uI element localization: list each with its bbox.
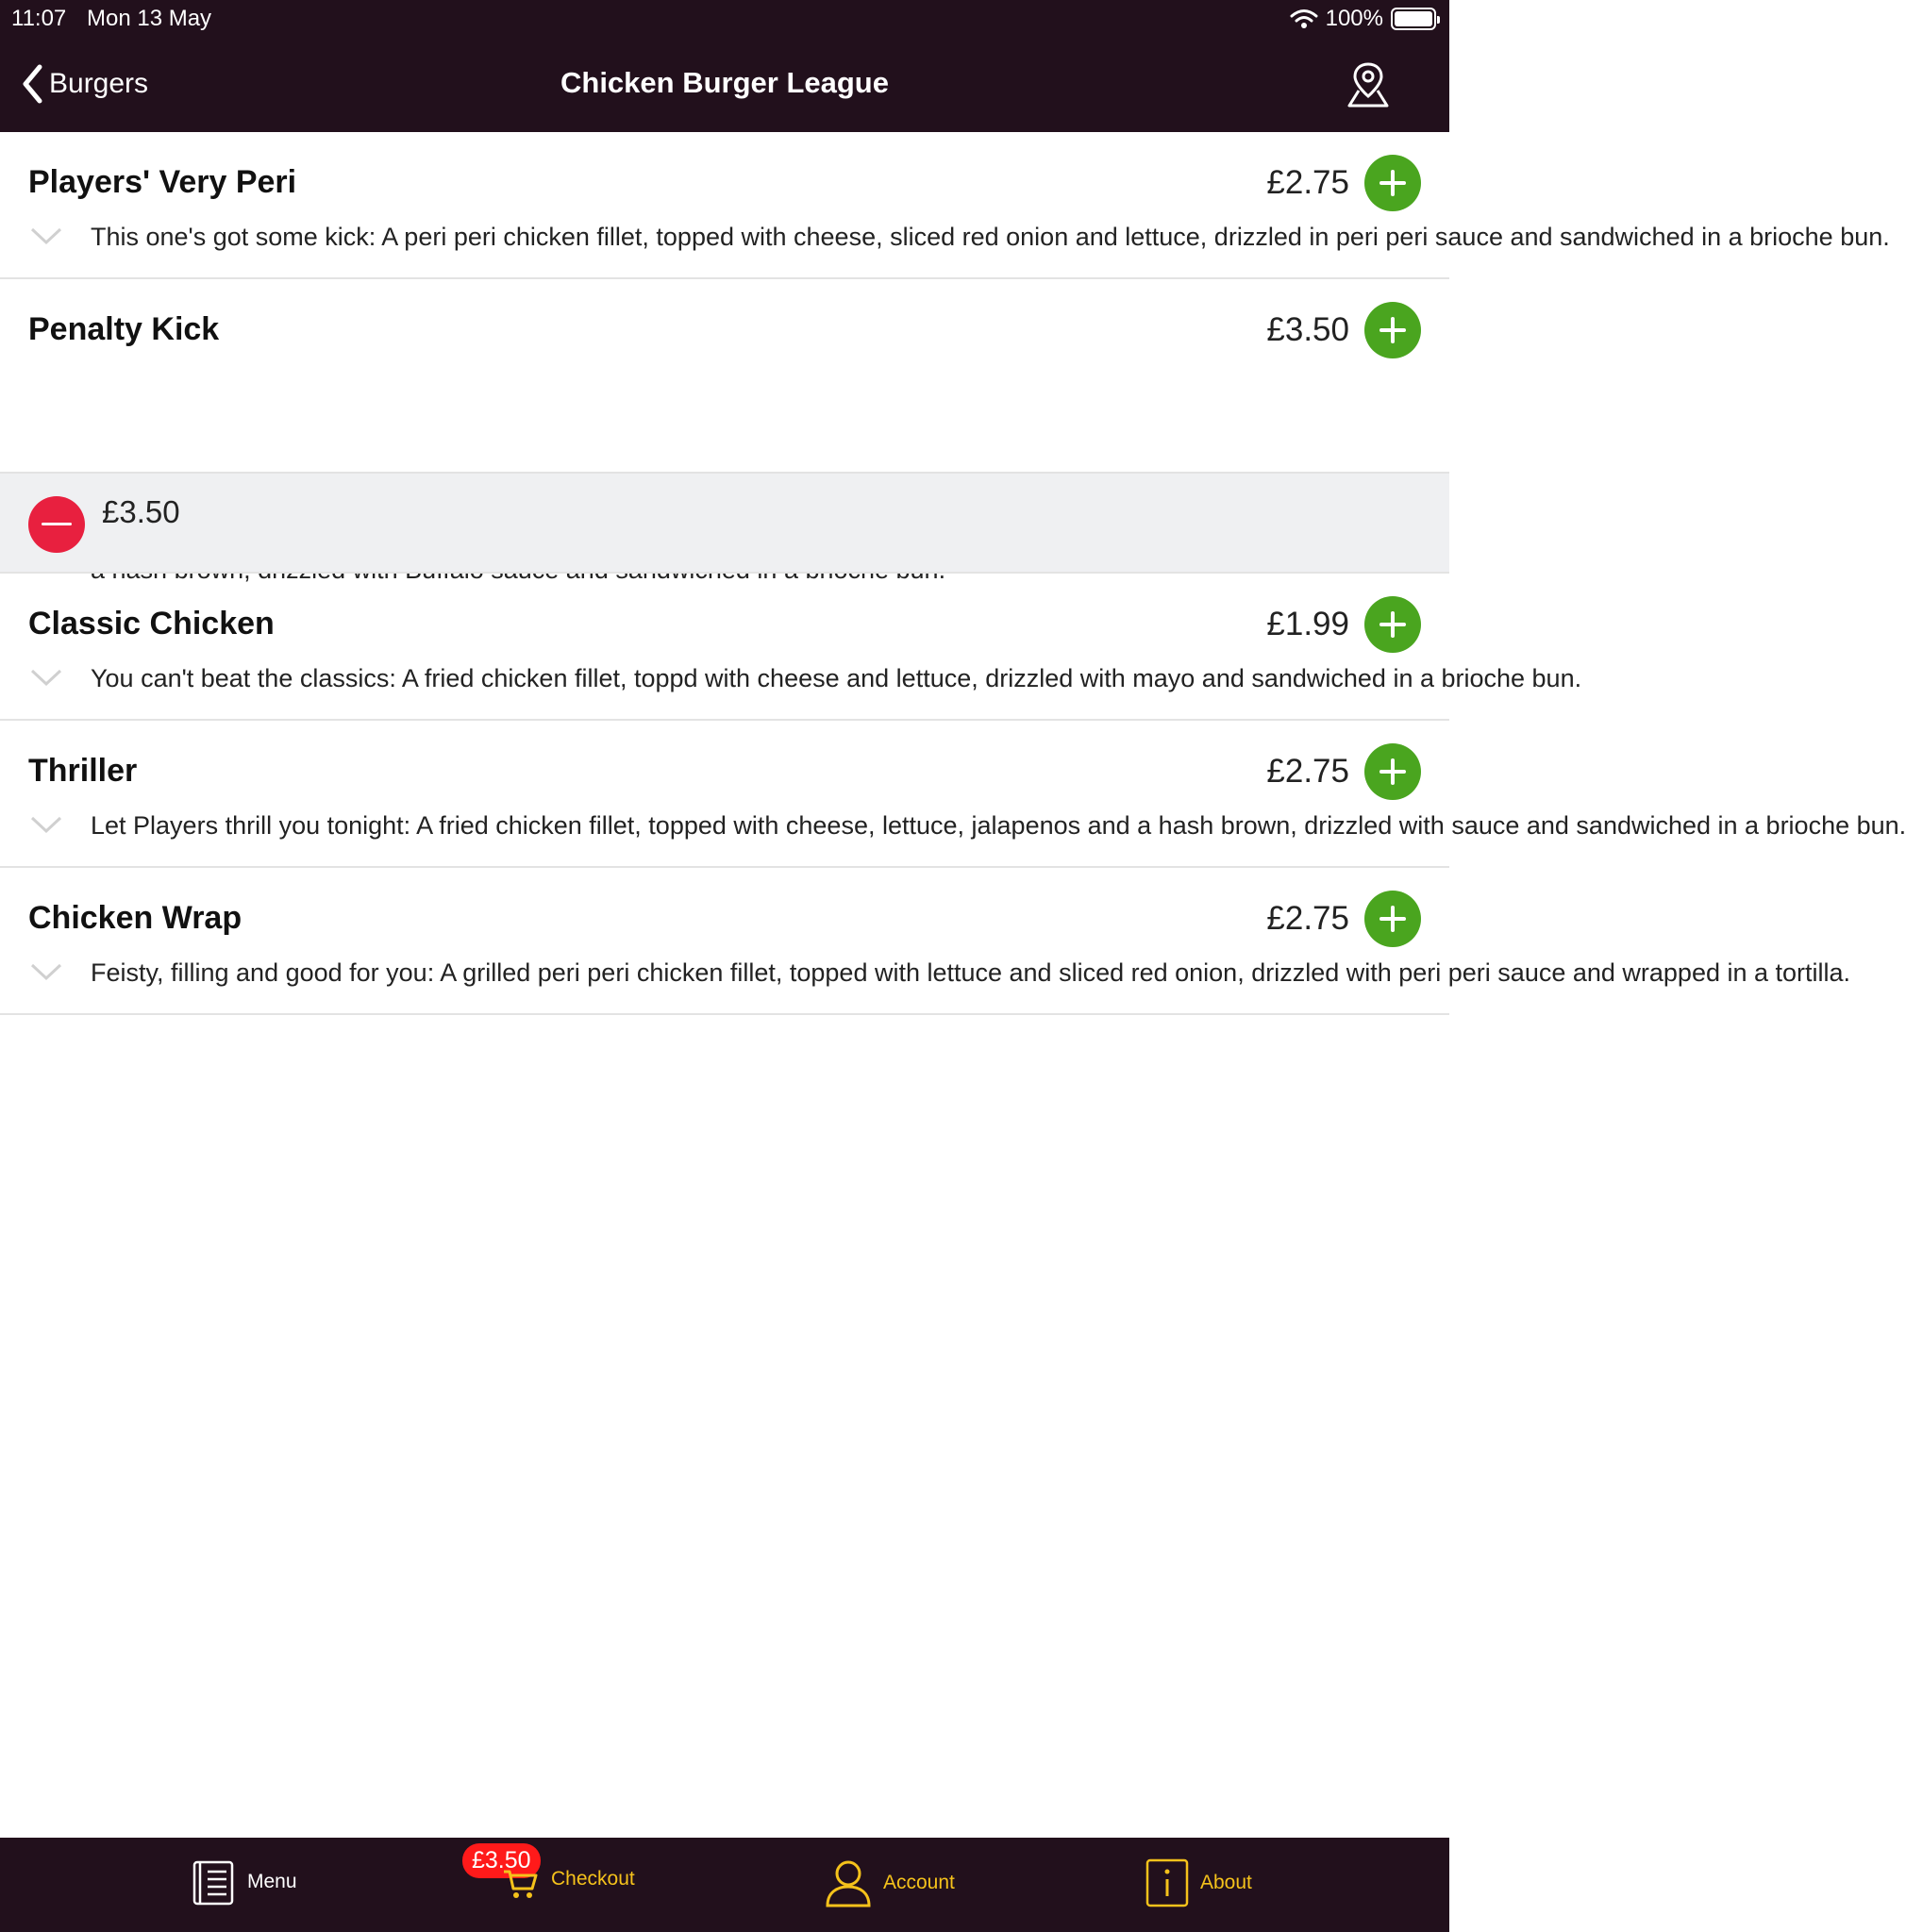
- tab-account-label: Account: [883, 1872, 955, 1893]
- item-price: £1.99: [1266, 606, 1349, 642]
- tab-checkout-label: Checkout: [551, 1868, 635, 1890]
- item-price: £2.75: [1266, 753, 1349, 790]
- remove-button[interactable]: [28, 496, 85, 553]
- tab-account[interactable]: [825, 1858, 955, 1907]
- chevron-down-icon[interactable]: [30, 815, 62, 834]
- location-button[interactable]: [1346, 60, 1391, 109]
- item-description: Let Players thrill you tonight: A fried chicken fillet, topped with cheese, lettuce, jalapenos and a hash brown, drizzled with sauce and sandwiched in a brioche bun.: [91, 811, 1906, 840]
- wifi-icon: [1290, 8, 1318, 29]
- page-title: Chicken Burger League: [560, 66, 889, 99]
- top-bar: [0, 0, 1449, 132]
- navigation-bar: [0, 47, 1449, 123]
- item-name: Classic Chicken: [28, 606, 275, 641]
- status-right: [1290, 6, 1436, 32]
- tab-about-label: About: [1200, 1872, 1252, 1893]
- tab-menu[interactable]: [192, 1858, 297, 1906]
- menu-book-icon: [192, 1858, 236, 1906]
- item-price: £3.50: [1266, 311, 1349, 348]
- item-description: Feisty, filling and good for you: A grilled peri peri chicken fillet, topped with lettuce and sliced red onion, drizzled with peri peri sauce and wrapped in a tortilla.: [91, 958, 1851, 987]
- item-name: Chicken Wrap: [28, 900, 242, 936]
- menu-item-list: [0, 132, 1906, 1015]
- back-label: Burgers: [49, 68, 149, 99]
- menu-item[interactable]: [0, 721, 1906, 868]
- add-button[interactable]: [1364, 891, 1421, 947]
- item-price: £2.75: [1266, 164, 1349, 201]
- item-description: You can't beat the classics: A fried chicken fillet, toppd with cheese and lettuce, drizzled with mayo and sandwiched in a brioche bun.: [91, 664, 1582, 692]
- info-icon: [1145, 1858, 1189, 1907]
- add-button[interactable]: [1364, 743, 1421, 800]
- chevron-down-icon[interactable]: [30, 226, 62, 245]
- status-date: Mon 13 May: [87, 6, 212, 31]
- menu-item[interactable]: [0, 132, 1890, 279]
- battery-icon: [1391, 8, 1436, 30]
- item-description: This one's got some kick: A peri peri chicken fillet, topped with cheese, sliced red onion and lettuce, drizzled in peri peri sauce and sandwiched in a brioche bun.: [91, 223, 1890, 251]
- item-name: Players' Very Peri: [28, 164, 297, 200]
- add-button[interactable]: [1364, 155, 1421, 211]
- cart-icon: [502, 1858, 540, 1900]
- item-name: Penalty Kick: [28, 311, 220, 347]
- chevron-down-icon[interactable]: [30, 668, 62, 687]
- status-bar: [0, 0, 1449, 38]
- tab-menu-label: Menu: [247, 1871, 297, 1892]
- chevron-down-icon[interactable]: [30, 962, 62, 981]
- item-price: £2.75: [1266, 900, 1349, 937]
- item-name: Thriller: [28, 753, 138, 789]
- tab-about[interactable]: [1145, 1858, 1252, 1907]
- user-icon: [825, 1858, 872, 1907]
- battery-percent: 100%: [1325, 6, 1383, 31]
- menu-item[interactable]: [0, 574, 1582, 721]
- map-pin-icon: [1346, 60, 1391, 109]
- tab-checkout[interactable]: [502, 1858, 635, 1900]
- selected-option-row: [0, 474, 1449, 574]
- menu-item[interactable]: [0, 868, 1851, 1015]
- add-button[interactable]: [1364, 302, 1421, 358]
- status-time: 11:07: [11, 6, 67, 31]
- selected-price: £3.50: [102, 494, 180, 529]
- add-button[interactable]: [1364, 596, 1421, 653]
- checkout-badge: £3.50: [462, 1843, 541, 1878]
- tab-bar: [0, 1838, 1449, 1932]
- menu-item-expanded[interactable]: [0, 279, 1449, 474]
